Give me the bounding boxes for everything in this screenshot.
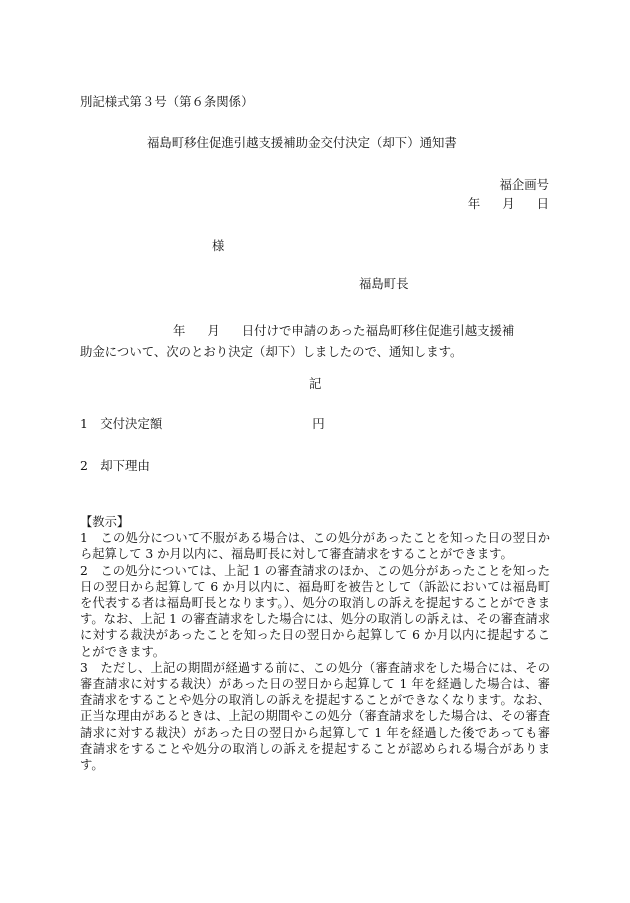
date-month: 月 bbox=[502, 196, 515, 211]
date-line bbox=[468, 198, 549, 210]
notice-section bbox=[80, 514, 550, 773]
item-rejection-reason: 2 却下理由 bbox=[80, 458, 150, 473]
sender: 福島町長 bbox=[359, 276, 409, 291]
body-line-1 bbox=[80, 320, 550, 341]
body-year: 年 bbox=[173, 323, 186, 338]
form-number: 別記様式第３号（第６条関係） bbox=[80, 94, 254, 109]
date-year: 年 bbox=[467, 196, 481, 211]
notice-paragraph-2: 2 この処分については、上記 1 の審査請求のほか、この処分があったことを知った日の翌日から起算して 6 か月以内に、福島町を被告として（訴訟においては福島町を代表する者は福島町長となります。）、処分の取消しの訴えを提起することができます。なお、上記 1 の審査請求をした場合には、処分の取消しの訴えは、その審査請求に対する裁決があったことを知った日の翌日から起算して 6 か月以内に提起することができます。 bbox=[80, 563, 550, 659]
item1-label: 1 交付決定額 bbox=[80, 416, 163, 431]
document-title: 福島町移住促進引越支援補助金交付決定（却下）通知書 bbox=[147, 135, 457, 150]
notice-paragraph-1: 1 この処分について不服がある場合は、この処分があったことを知った日の翌日から起算して 3 か月以内に、福島町長に対して審査請求をすることができます。 bbox=[80, 531, 550, 562]
body-month: 月 bbox=[207, 323, 220, 338]
body-text bbox=[80, 320, 550, 362]
item1-unit: 円 bbox=[312, 416, 325, 431]
item-grant-amount bbox=[80, 418, 325, 430]
notice-heading: 【教示】 bbox=[80, 515, 130, 529]
body-line-2: 助金について、次のとおり決定（却下）しましたので、通知します。 bbox=[80, 344, 463, 359]
notice-paragraph-3: 3 ただし、上記の期間が経過する前に、この処分（審査請求をした場合には、その審査請求に対する裁決）があった日の翌日から起算して 1 年を経過した場合は、審査請求をすることや処分の取消しの訴えを提起することができなくなります。なお、正当な理由があるときは、上記の期間やこの処分（審査請求をした場合は、その審査請求に対する裁決）があった日の翌日から起算して 1 年を経過した後であっても審査請求をすることや処分の取消しの訴えを提起することが認められる場合があります。 bbox=[80, 660, 550, 773]
office-code: 福企画号 bbox=[499, 177, 549, 192]
body-line1-text: 日付けで申請のあった福島町移住促進引越支援補 bbox=[241, 323, 515, 338]
ki-heading: 記 bbox=[309, 376, 322, 391]
addressee-suffix: 様 bbox=[212, 238, 225, 253]
date-day: 日 bbox=[536, 196, 549, 211]
